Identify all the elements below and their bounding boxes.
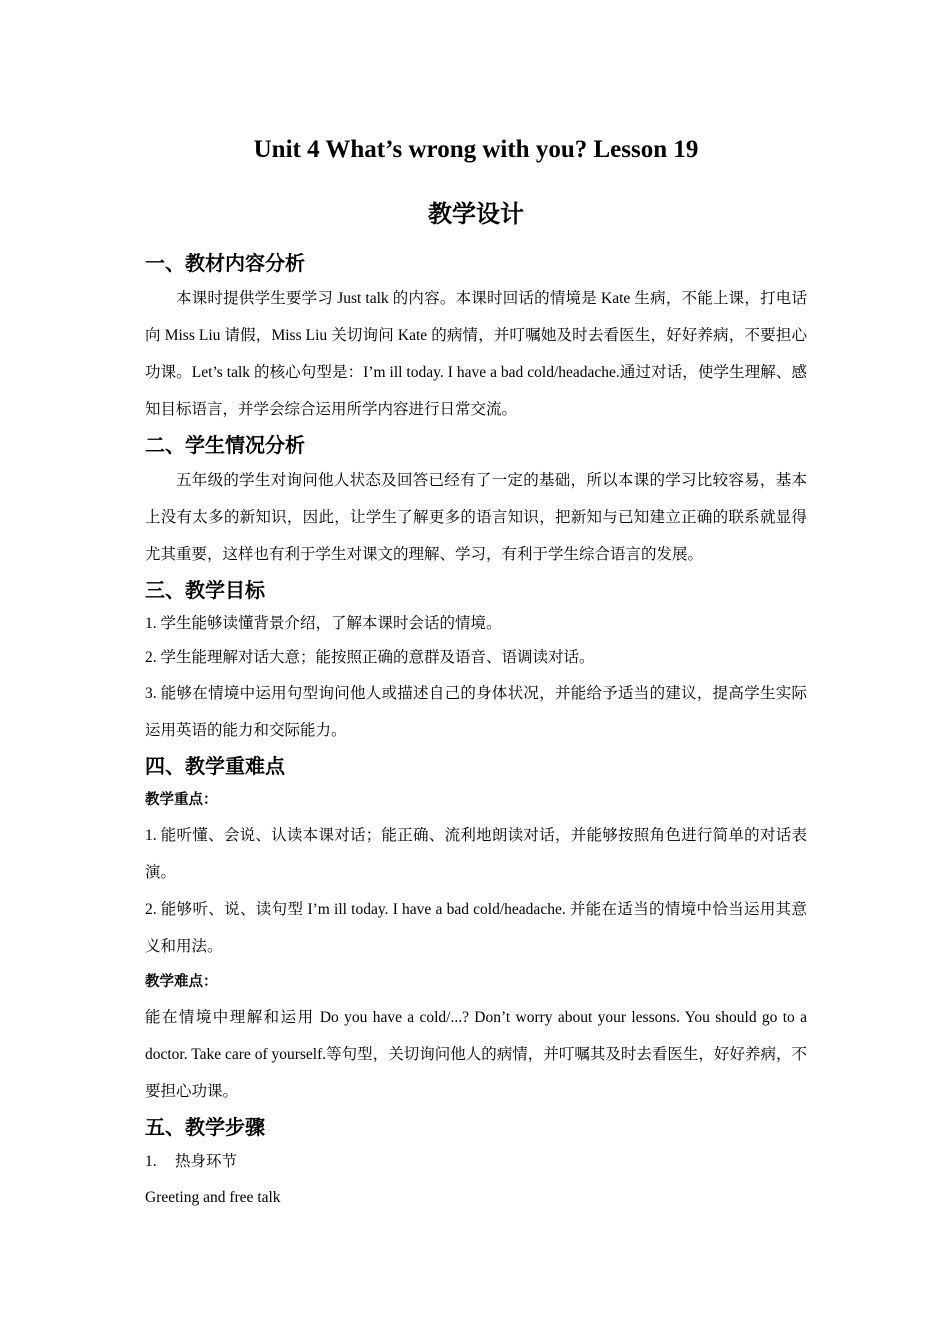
step-number: 1. xyxy=(145,1153,157,1170)
step-item xyxy=(145,1144,807,1180)
section-teaching-objectives xyxy=(145,573,807,749)
difficult-point-text: 能在情境中理解和运用 Do you have a cold/...? Don’t worry about your lessons. You should go to a doctor. Take care of yourself.等句型，关切询问他人的病情，并叮嘱其及时去看医生，好好养病，不要担心功课。 xyxy=(145,1009,807,1100)
section-material-analysis xyxy=(145,246,807,428)
step-label: 热身环节 xyxy=(175,1153,238,1170)
objective-item: 2. 学生能理解对话大意；能按照正确的意群及语音、语调读对话。 xyxy=(145,649,595,666)
document-title: Unit 4 What’s wrong with you? Lesson 19 xyxy=(253,136,699,163)
section-paragraph: 五年级的学生对询问他人状态及回答已经有了一定的基础，所以本课的学习比较容易，基本上没有太多的新知识，因此，让学生了解更多的语言知识，把新知与已知建立正确的联系就显得尤其重要，这样也有利于学生对课文的理解、学习，有利于学生综合语言的发展。 xyxy=(145,472,807,563)
section-student-analysis xyxy=(145,428,807,573)
difficult-points-label: 教学难点： xyxy=(145,974,218,990)
section-teaching-steps xyxy=(145,1110,807,1216)
document-body xyxy=(145,246,807,1216)
key-points-label: 教学重点： xyxy=(145,792,218,808)
key-point-item: 2. 能够听、说、读句型 I’m ill today. I have a bad cold/headache. 并能在适当的情境中恰当运用其意义和用法。 xyxy=(145,901,807,955)
section-heading: 二、学生情况分析 xyxy=(145,433,305,457)
key-point-item: 1. 能听懂、会说、认读本课对话；能正确、流利地朗读对话，并能够按照角色进行简单的对话表演。 xyxy=(145,827,807,881)
section-heading: 三、教学目标 xyxy=(145,578,265,602)
objective-item: 3. 能够在情境中运用句型询问他人或描述自己的身体状况，并能给予适当的建议，提高学生实际运用英语的能力和交际能力。 xyxy=(145,685,807,739)
section-key-difficult-points xyxy=(145,749,807,1110)
step-text: Greeting and free talk xyxy=(145,1189,281,1206)
section-paragraph: 本课时提供学生要学习 Just talk 的内容。本课时回话的情境是 Kate 生病，不能上课，打电话向 Miss Liu 请假，Miss Liu 关切询问 Kate 的病情，并叮嘱她及时去看医生，好好养病，不要担心功课。Let’s talk 的核心句型是：I’m ill today. I have a bad cold/headache.通过对话，使学生理解、感知目标语言，并学会综合运用所学内容进行日常交流。 xyxy=(145,290,807,418)
objective-item: 1. 学生能够读懂背景介绍，了解本课时会话的情境。 xyxy=(145,615,502,632)
section-heading: 四、教学重难点 xyxy=(145,754,285,778)
section-heading: 五、教学步骤 xyxy=(145,1115,265,1139)
section-heading: 一、教材内容分析 xyxy=(145,251,305,275)
document-subtitle: 教学设计 xyxy=(428,200,524,228)
